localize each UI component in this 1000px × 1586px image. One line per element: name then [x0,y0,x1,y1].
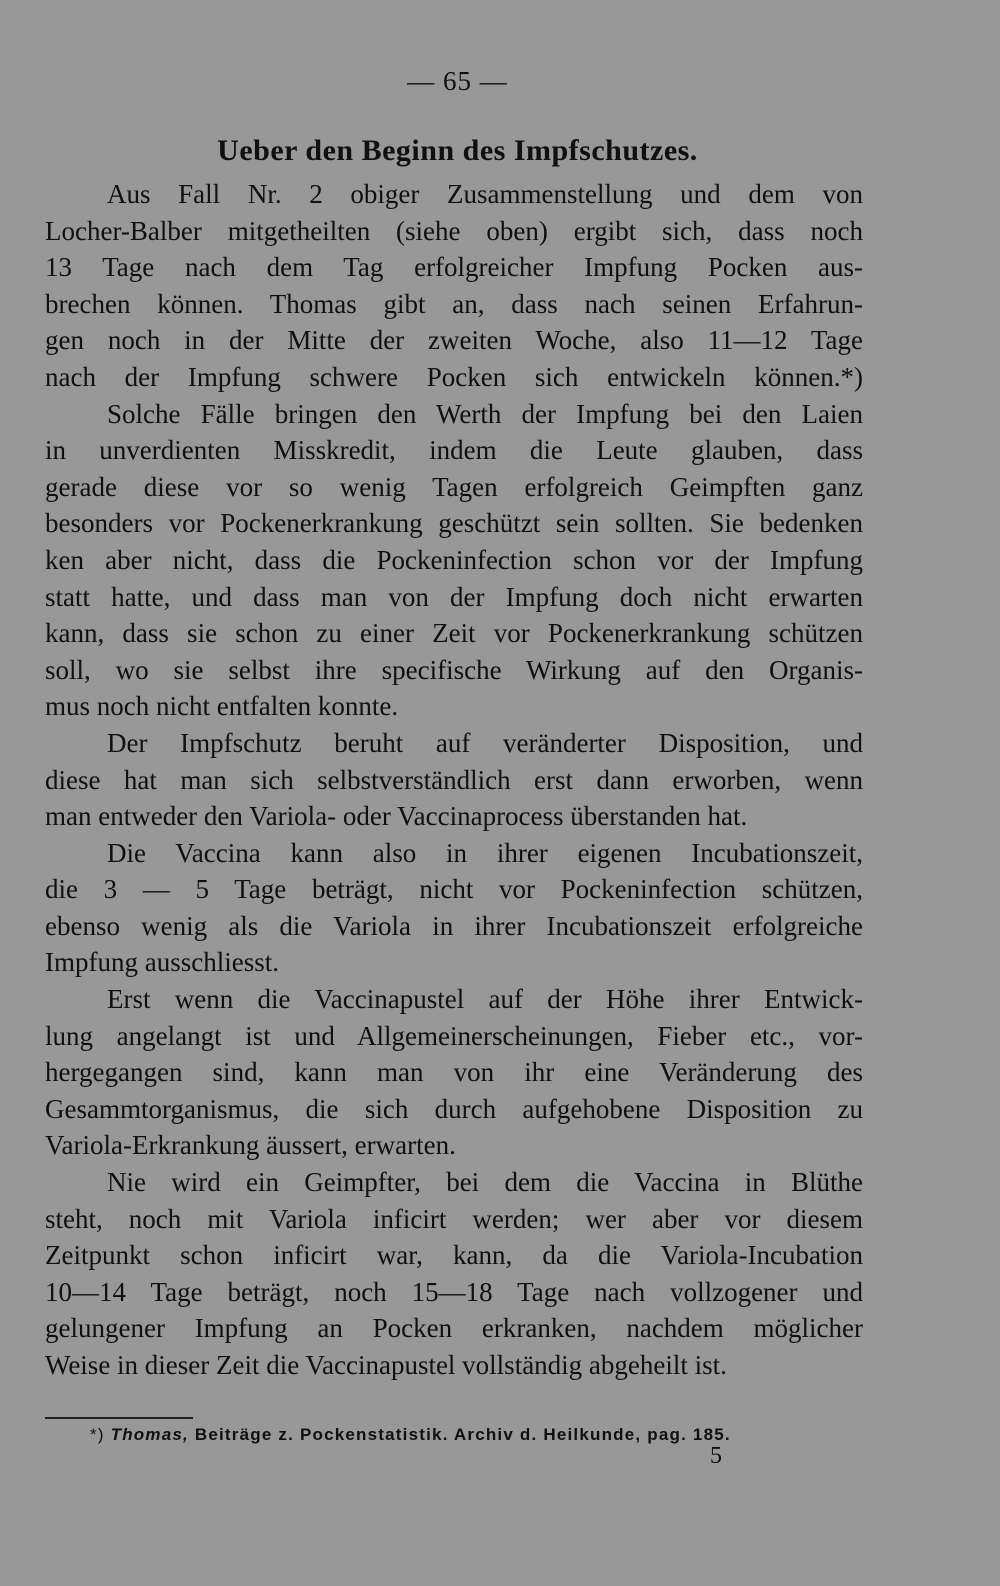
text-line: diese hat man sich selbstverständlich erst dann erworben, wenn [45,764,863,795]
body-text [45,176,863,1384]
text-line: soll, wo sie selbst ihre specifische Wirkung auf den Organis- [45,654,863,685]
text-line: kann, dass sie schon zu einer Zeit vor Pockenerkrankung schützen [45,618,863,649]
footnote [90,1425,731,1445]
footnote-author: Thomas, [110,1425,189,1444]
page-number: — 65 — [407,66,508,96]
text-line: ken aber nicht, dass die Pockeninfection schon vor der Impfung [45,544,863,575]
text-line: ebenso wenig als die Variola in ihrer Incubationszeit erfolgreiche [45,910,863,941]
text-line: gen noch in der Mitte der zweiten Woche, also 11—12 Tage [45,325,863,356]
text-line: besonders vor Pockenerkrankung geschützt sein sollten. Sie bedenken [45,508,863,539]
text-line: die 3 — 5 Tage beträgt, nicht vor Pockeninfection schützen, [45,874,863,905]
text-line: statt hatte, und dass man von der Impfung doch nicht erwarten [45,581,863,612]
text-line: Variola-Erkrankung äussert, erwarten. [45,1130,456,1161]
section-heading: Ueber den Beginn des Impfschutzes. [217,134,698,167]
footnote-rule [45,1417,193,1419]
text-line: Zeitpunkt schon inficirt war, kann, da die Variola-Incubation [45,1240,863,1271]
text-line: gelungener Impfung an Pocken erkranken, nachdem möglicher [45,1313,863,1344]
text-line: lung angelangt ist und Allgemeinerscheinungen, Fieber etc., vor- [45,1020,863,1051]
text-line: Der Impfschutz beruht auf veränderter Disposition, und [107,727,863,758]
text-line: Impfung ausschliesst. [45,947,279,978]
text-line: gerade diese vor so wenig Tagen erfolgreich Geimpften ganz [45,471,863,502]
text-line: 13 Tage nach dem Tag erfolgreicher Impfung Pocken aus- [45,252,863,283]
text-line: 10—14 Tage beträgt, noch 15—18 Tage nach vollzogener und [45,1276,863,1307]
signature-mark: 5 [710,1443,722,1469]
text-line: hergegangen sind, kann man von ihr eine Veränderung des [45,1057,863,1088]
footnote-citation: Beiträge z. Pockenstatistik. Archiv d. Heilkunde, pag. 185. [194,1425,731,1444]
text-line: mus noch nicht entfalten konnte. [45,691,399,722]
text-line: man entweder den Variola- oder Vaccinaprocess überstanden hat. [45,801,748,832]
text-line: Erst wenn die Vaccinapustel auf der Höhe ihrer Entwick- [107,984,863,1015]
text-line: nach der Impfung schwere Pocken sich entwickeln können.*) [45,361,863,392]
text-line: Weise in dieser Zeit die Vaccinapustel vollständig abgeheilt ist. [45,1350,727,1380]
text-line: Solche Fälle bringen den Werth der Impfung bei den Laien [107,398,863,429]
footnote-marker: *) [90,1425,105,1444]
text-line: Aus Fall Nr. 2 obiger Zusammenstellung und dem von [107,179,863,209]
text-line: Gesammtorganismus, die sich durch aufgehobene Disposition zu [45,1093,863,1124]
text-line: brechen können. Thomas gibt an, dass nach seinen Erfahrun- [45,288,863,319]
text-line: Locher-Balber mitgetheilten (siehe oben) ergibt sich, dass noch [45,215,863,246]
text-line: steht, noch mit Variola inficirt werden; wer aber vor diesem [45,1203,863,1234]
text-line: in unverdienten Misskredit, indem die Leute glauben, dass [45,435,863,466]
text-line: Die Vaccina kann also in ihrer eigenen Incubationszeit, [107,837,863,868]
text-line: Nie wird ein Geimpfter, bei dem die Vaccina in Blüthe [107,1167,863,1198]
